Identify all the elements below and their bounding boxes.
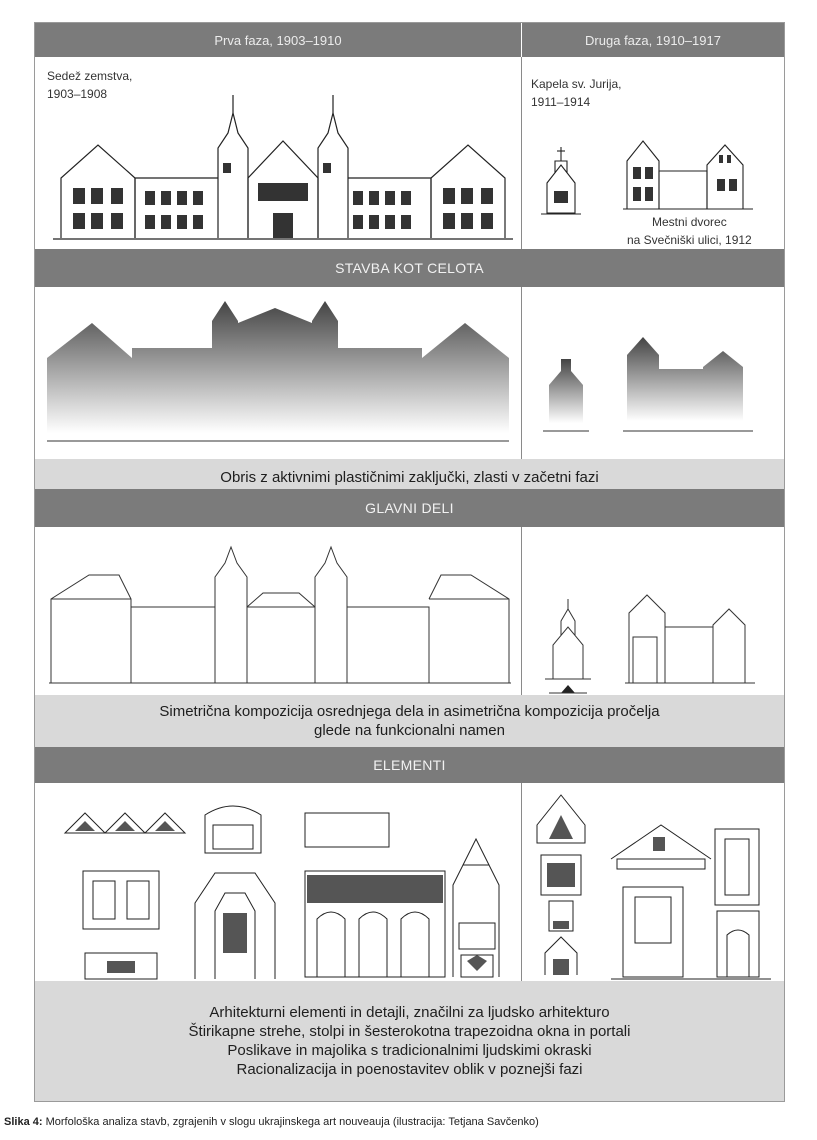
section-whole-title: STAVBA KOT CELOTA xyxy=(335,260,484,276)
kapela-drawing xyxy=(541,143,581,215)
elements-note-line-2: Štirikapne strehe, stolpi in šesterokotna trapezoidna okna in portali xyxy=(188,1023,631,1040)
column-divider xyxy=(521,783,522,981)
section-main-header xyxy=(35,489,784,527)
kapela-silhouette xyxy=(543,343,589,433)
kapela-label: Kapela sv. Jurija, 1911–1914 xyxy=(531,77,622,109)
zemstvo-building-drawing xyxy=(53,73,513,243)
late-elements-drawing xyxy=(531,789,779,983)
zemstvo-outline xyxy=(49,537,511,685)
column-divider xyxy=(521,287,522,459)
section-whole-header xyxy=(35,249,784,287)
section-elements-title: ELEMENTI xyxy=(373,757,446,773)
zemstvo-label: Sedež zemstva, 1903–1908 xyxy=(47,69,133,101)
caption-text: Morfološka analiza stavb, zgrajenih v slogu ukrajinskega art nouveauja (ilustracija: Tetjana Savčenko) xyxy=(45,1116,539,1128)
elements-note-line-4: Racionalizacija in poenostavitev oblik v poznejši fazi xyxy=(236,1061,583,1078)
elements-note-line-3: Poslikave in majolika s tradicionalnimi ljudskimi okraski xyxy=(227,1042,592,1059)
phase2-title: Druga faza, 1910–1917 xyxy=(585,32,721,48)
dvorec-drawing xyxy=(623,131,753,211)
main-note-line-1: Simetrična kompozicija osrednjega dela in asimetrična kompozicija pročelja xyxy=(159,703,660,720)
section-elements-header xyxy=(35,747,784,783)
kapela-outline xyxy=(543,595,593,695)
caption-prefix: Slika 4: xyxy=(4,1116,43,1128)
main-note xyxy=(35,695,784,747)
whole-note-text: Obris z aktivnimi plastičnimi zaključki, zlasti v začetni fazi xyxy=(220,468,599,486)
folk-elements-drawing xyxy=(55,793,515,983)
figure-frame xyxy=(34,22,785,1102)
dvorec-label: Mestni dvorec na Svečniški ulici, 1912 xyxy=(627,215,752,247)
phase2-header xyxy=(522,23,784,57)
phase1-header xyxy=(35,23,521,57)
main-note-line-2: glede na funkcionalni namen xyxy=(314,722,505,739)
figure-caption xyxy=(4,1116,539,1128)
phase1-title: Prva faza, 1903–1910 xyxy=(214,32,342,48)
column-divider xyxy=(521,57,522,249)
dvorec-outline xyxy=(625,583,755,687)
zemstvo-silhouette xyxy=(47,293,509,453)
elements-note xyxy=(35,981,784,1101)
dvorec-silhouette xyxy=(623,329,753,433)
section-main-title: GLAVNI DELI xyxy=(365,500,454,516)
elements-note-line-1: Arhitekturni elementi in detajli, značilni za ljudsko arhitekturo xyxy=(209,1004,610,1021)
